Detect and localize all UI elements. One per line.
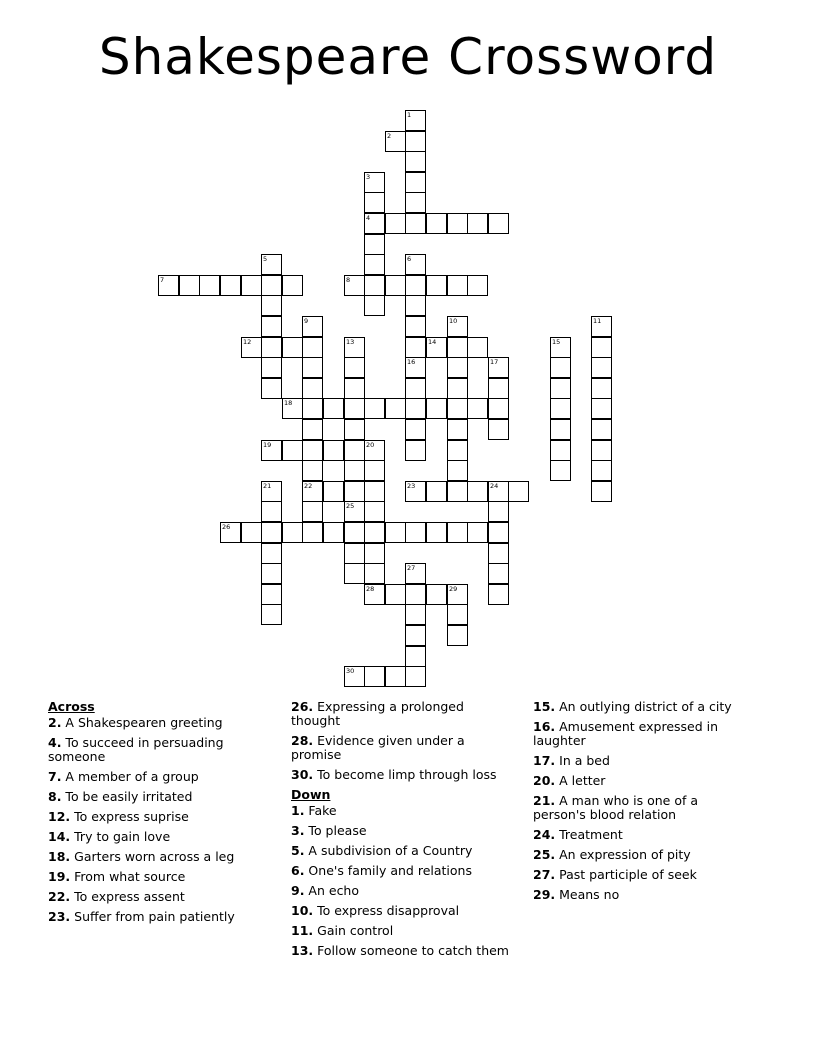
clue-number: 5. (291, 843, 305, 858)
clue-number: 14. (48, 829, 71, 844)
grid-cell[interactable] (302, 378, 323, 399)
clue-text: One's family and relations (304, 863, 472, 878)
grid-cell[interactable] (302, 337, 323, 358)
clue-number: 25. (533, 847, 556, 862)
clue-text: To please (304, 823, 367, 838)
clue-column-right (533, 700, 753, 908)
grid-cell[interactable] (364, 563, 385, 584)
clue-item (48, 736, 268, 764)
clue-number: 13. (291, 943, 314, 958)
grid-cell[interactable] (364, 254, 385, 275)
grid-cell[interactable] (508, 481, 529, 502)
grid-cell[interactable] (302, 357, 323, 378)
grid-cell[interactable] (405, 131, 426, 152)
clue-text: Amusement expressed in laughter (533, 719, 719, 748)
clue-number: 12 (243, 338, 252, 346)
clue-item (48, 890, 268, 904)
grid-cell[interactable] (302, 419, 323, 440)
clue-item (48, 830, 268, 844)
clue-number: 21 (263, 482, 272, 490)
page-title: Shakespeare Crossword (98, 28, 718, 86)
grid-cell[interactable] (261, 584, 282, 605)
clue-number: 16. (533, 719, 556, 734)
grid-cell[interactable] (405, 646, 426, 667)
grid-cell[interactable] (344, 357, 365, 378)
grid-cell[interactable] (385, 666, 406, 687)
clue-number: 15. (533, 699, 556, 714)
grid-cell[interactable] (282, 275, 303, 296)
clue-number: 3 (366, 173, 371, 181)
clue-text: Suffer from pain patiently (70, 909, 235, 924)
clue-item (291, 734, 511, 762)
grid-cell[interactable] (241, 275, 262, 296)
clue-number: 7 (160, 276, 165, 284)
clue-item (291, 824, 511, 838)
clue-item (533, 794, 753, 822)
grid-cell[interactable] (385, 398, 406, 419)
grid-cell[interactable] (385, 275, 406, 296)
clue-text: To be easily irritated (61, 789, 193, 804)
clue-text: Treatment (555, 827, 623, 842)
grid-cell[interactable] (591, 419, 612, 440)
grid-cell[interactable] (261, 563, 282, 584)
grid-cell[interactable] (344, 522, 365, 543)
grid-cell[interactable] (467, 213, 488, 234)
clue-heading: Across (48, 699, 95, 714)
grid-cell[interactable] (550, 357, 571, 378)
grid-cell[interactable] (302, 522, 323, 543)
grid-cell[interactable] (282, 522, 303, 543)
grid-cell[interactable] (364, 192, 385, 213)
grid-cell[interactable] (364, 234, 385, 255)
grid-cell[interactable] (261, 522, 282, 543)
clue-number: 20 (366, 441, 375, 449)
grid-cell[interactable] (488, 213, 509, 234)
clue-number: 22 (304, 482, 313, 490)
grid-cell[interactable] (323, 440, 344, 461)
grid-cell[interactable] (261, 316, 282, 337)
grid-cell[interactable] (426, 213, 447, 234)
grid-cell[interactable] (385, 522, 406, 543)
grid-cell[interactable] (344, 419, 365, 440)
clue-number: 24 (490, 482, 499, 490)
grid-cell[interactable] (405, 213, 426, 234)
clue-item (291, 700, 511, 728)
grid-cell[interactable] (488, 563, 509, 584)
grid-cell[interactable] (261, 501, 282, 522)
grid-cell[interactable] (261, 337, 282, 358)
grid-cell[interactable] (447, 522, 468, 543)
grid-cell[interactable] (282, 337, 303, 358)
grid-cell[interactable] (364, 666, 385, 687)
clue-text: A member of a group (61, 769, 199, 784)
grid-cell[interactable] (591, 357, 612, 378)
clue-number: 2. (48, 715, 62, 730)
clue-heading: Down (291, 787, 331, 802)
grid-cell[interactable] (302, 460, 323, 481)
grid-cell[interactable] (488, 522, 509, 543)
clue-number: 16 (407, 358, 416, 366)
grid-cell[interactable] (488, 419, 509, 440)
clue-item (291, 864, 511, 878)
clue-text: Expressing a prolonged thought (291, 699, 464, 728)
grid-cell[interactable] (261, 275, 282, 296)
grid-cell[interactable] (405, 192, 426, 213)
clue-number: 11 (593, 317, 602, 325)
grid-cell[interactable] (488, 543, 509, 564)
clue-number: 29. (533, 887, 556, 902)
grid-cell[interactable] (220, 275, 241, 296)
grid-cell[interactable] (405, 337, 426, 358)
clue-number: 6. (291, 863, 305, 878)
grid-cell[interactable] (550, 440, 571, 461)
grid-cell[interactable] (261, 357, 282, 378)
grid-cell[interactable] (364, 295, 385, 316)
clue-item (291, 804, 511, 818)
grid-cell[interactable] (405, 584, 426, 605)
grid-cell[interactable] (364, 398, 385, 419)
clue-item (48, 910, 268, 924)
grid-cell[interactable] (550, 378, 571, 399)
clue-text: An expression of pity (555, 847, 691, 862)
clue-number: 4. (48, 735, 62, 750)
grid-cell[interactable] (426, 275, 447, 296)
grid-cell[interactable] (261, 604, 282, 625)
grid-cell[interactable] (447, 625, 468, 646)
clue-text: An outlying district of a city (555, 699, 732, 714)
grid-cell[interactable] (591, 460, 612, 481)
grid-cell[interactable] (344, 378, 365, 399)
clue-text: To express assent (70, 889, 185, 904)
clue-item (291, 768, 511, 782)
grid-cell[interactable] (323, 398, 344, 419)
clue-number: 29 (449, 585, 458, 593)
clue-number: 28. (291, 733, 314, 748)
grid-cell[interactable] (344, 543, 365, 564)
clue-item (533, 700, 753, 714)
grid-cell[interactable] (447, 604, 468, 625)
clue-item (48, 790, 268, 804)
clue-number: 22. (48, 889, 71, 904)
clue-text: To express disapproval (313, 903, 460, 918)
grid-cell[interactable] (241, 522, 262, 543)
clue-text: Fake (304, 803, 337, 818)
grid-cell[interactable] (447, 398, 468, 419)
clue-text: To become limp through loss (313, 767, 497, 782)
grid-cell[interactable] (405, 440, 426, 461)
clue-number: 2 (387, 132, 392, 140)
grid-cell[interactable] (261, 378, 282, 399)
grid-cell[interactable] (467, 337, 488, 358)
clue-number: 25 (346, 502, 355, 510)
grid-cell[interactable] (385, 213, 406, 234)
grid-cell[interactable] (488, 398, 509, 419)
grid-cell[interactable] (405, 316, 426, 337)
clue-number: 23. (48, 909, 71, 924)
grid-cell[interactable] (550, 419, 571, 440)
grid-cell[interactable] (426, 584, 447, 605)
clue-number: 10 (449, 317, 458, 325)
grid-cell[interactable] (591, 481, 612, 502)
grid-cell[interactable] (364, 522, 385, 543)
grid-cell[interactable] (179, 275, 200, 296)
clue-number: 18 (284, 399, 293, 407)
grid-cell[interactable] (364, 501, 385, 522)
grid-cell[interactable] (447, 213, 468, 234)
grid-cell[interactable] (467, 522, 488, 543)
clue-item (291, 844, 511, 858)
clue-number: 17. (533, 753, 556, 768)
clue-text: Try to gain love (70, 829, 171, 844)
clue-number: 11. (291, 923, 314, 938)
grid-cell[interactable] (302, 398, 323, 419)
clue-number: 30. (291, 767, 314, 782)
grid-cell[interactable] (323, 522, 344, 543)
clue-column-middle (291, 700, 511, 964)
grid-cell[interactable] (426, 481, 447, 502)
clue-text: An echo (304, 883, 360, 898)
clue-text: Past participle of seek (555, 867, 697, 882)
grid-cell[interactable] (405, 398, 426, 419)
grid-cell[interactable] (302, 440, 323, 461)
grid-cell[interactable] (447, 460, 468, 481)
grid-cell[interactable] (591, 378, 612, 399)
grid-cell[interactable] (261, 295, 282, 316)
clue-item (291, 904, 511, 918)
clue-number: 3. (291, 823, 305, 838)
clue-text: A letter (555, 773, 606, 788)
clue-text: Gain control (313, 923, 394, 938)
clue-item (533, 848, 753, 862)
grid-cell[interactable] (405, 625, 426, 646)
clue-number: 21. (533, 793, 556, 808)
clue-text: A Shakespearen greeting (61, 715, 223, 730)
clue-number: 5 (263, 255, 268, 263)
grid-cell[interactable] (467, 398, 488, 419)
clue-item (533, 868, 753, 882)
clue-number: 6 (407, 255, 412, 263)
clue-number: 8 (346, 276, 351, 284)
clue-number: 20. (533, 773, 556, 788)
clue-item (48, 716, 268, 730)
grid-cell[interactable] (447, 481, 468, 502)
grid-cell[interactable] (405, 172, 426, 193)
clue-number: 1 (407, 111, 412, 119)
clue-number: 26 (222, 523, 231, 531)
clue-number: 27. (533, 867, 556, 882)
clue-item (533, 754, 753, 768)
clue-text: Means no (555, 887, 620, 902)
grid-cell[interactable] (447, 419, 468, 440)
clue-number: 9 (304, 317, 309, 325)
grid-cell[interactable] (488, 501, 509, 522)
grid-cell[interactable] (199, 275, 220, 296)
clue-text: Garters worn across a leg (70, 849, 235, 864)
grid-cell[interactable] (550, 460, 571, 481)
clue-number: 23 (407, 482, 416, 490)
clue-number: 12. (48, 809, 71, 824)
grid-cell[interactable] (364, 460, 385, 481)
grid-cell[interactable] (323, 481, 344, 502)
clue-number: 30 (346, 667, 355, 675)
clue-number: 26. (291, 699, 314, 714)
clue-number: 7. (48, 769, 62, 784)
clue-number: 1. (291, 803, 305, 818)
grid-cell[interactable] (364, 481, 385, 502)
clue-number: 4 (366, 214, 371, 222)
grid-cell[interactable] (282, 440, 303, 461)
grid-cell[interactable] (550, 398, 571, 419)
clue-number: 18. (48, 849, 71, 864)
grid-cell[interactable] (405, 151, 426, 172)
clue-item (48, 850, 268, 864)
clue-text: To express suprise (70, 809, 189, 824)
grid-cell[interactable] (344, 460, 365, 481)
grid-cell[interactable] (467, 275, 488, 296)
grid-cell[interactable] (405, 378, 426, 399)
grid-cell[interactable] (488, 584, 509, 605)
clue-number: 8. (48, 789, 62, 804)
clue-item (533, 774, 753, 788)
clue-number: 13 (346, 338, 355, 346)
grid-cell[interactable] (344, 398, 365, 419)
clue-number: 9. (291, 883, 305, 898)
grid-cell[interactable] (405, 275, 426, 296)
grid-cell[interactable] (405, 522, 426, 543)
clue-number: 28 (366, 585, 375, 593)
clue-number: 19. (48, 869, 71, 884)
clue-number: 27 (407, 564, 416, 572)
clue-column-left (48, 700, 268, 930)
grid-cell[interactable] (405, 666, 426, 687)
grid-cell[interactable] (344, 563, 365, 584)
clue-item (291, 944, 511, 958)
clue-number: 10. (291, 903, 314, 918)
grid-cell[interactable] (261, 543, 282, 564)
clue-text: Follow someone to catch them (313, 943, 509, 958)
grid-cell[interactable] (364, 543, 385, 564)
grid-cell[interactable] (447, 378, 468, 399)
clue-item (48, 870, 268, 884)
clue-item (48, 810, 268, 824)
grid-cell[interactable] (447, 440, 468, 461)
grid-cell[interactable] (344, 481, 365, 502)
clue-number: 24. (533, 827, 556, 842)
grid-cell[interactable] (364, 275, 385, 296)
clue-text: A man who is one of a person's blood relation (533, 793, 699, 822)
grid-cell[interactable] (385, 584, 406, 605)
grid-cell[interactable] (302, 501, 323, 522)
grid-cell[interactable] (591, 440, 612, 461)
clue-text: From what source (70, 869, 186, 884)
clue-text: A subdivision of a Country (304, 843, 473, 858)
clue-item (533, 828, 753, 842)
grid-cell[interactable] (405, 419, 426, 440)
grid-cell[interactable] (591, 337, 612, 358)
clue-number: 15 (552, 338, 561, 346)
grid-cell[interactable] (405, 604, 426, 625)
grid-cell[interactable] (405, 295, 426, 316)
clue-text: To succeed in persuading someone (48, 735, 224, 764)
clue-number: 14 (428, 338, 437, 346)
clue-item (48, 770, 268, 784)
grid-cell[interactable] (426, 398, 447, 419)
clue-number: 17 (490, 358, 499, 366)
clue-text: In a bed (555, 753, 610, 768)
clue-item (291, 884, 511, 898)
grid-cell[interactable] (426, 522, 447, 543)
clue-item (533, 720, 753, 748)
grid-cell[interactable] (488, 378, 509, 399)
clue-number: 19 (263, 441, 272, 449)
clue-item (291, 924, 511, 938)
grid-cell[interactable] (447, 337, 468, 358)
grid-cell[interactable] (591, 398, 612, 419)
grid-cell[interactable] (447, 357, 468, 378)
grid-cell[interactable] (344, 440, 365, 461)
clue-text: Evidence given under a promise (291, 733, 465, 762)
grid-cell[interactable] (467, 481, 488, 502)
clue-item (533, 888, 753, 902)
grid-cell[interactable] (447, 275, 468, 296)
